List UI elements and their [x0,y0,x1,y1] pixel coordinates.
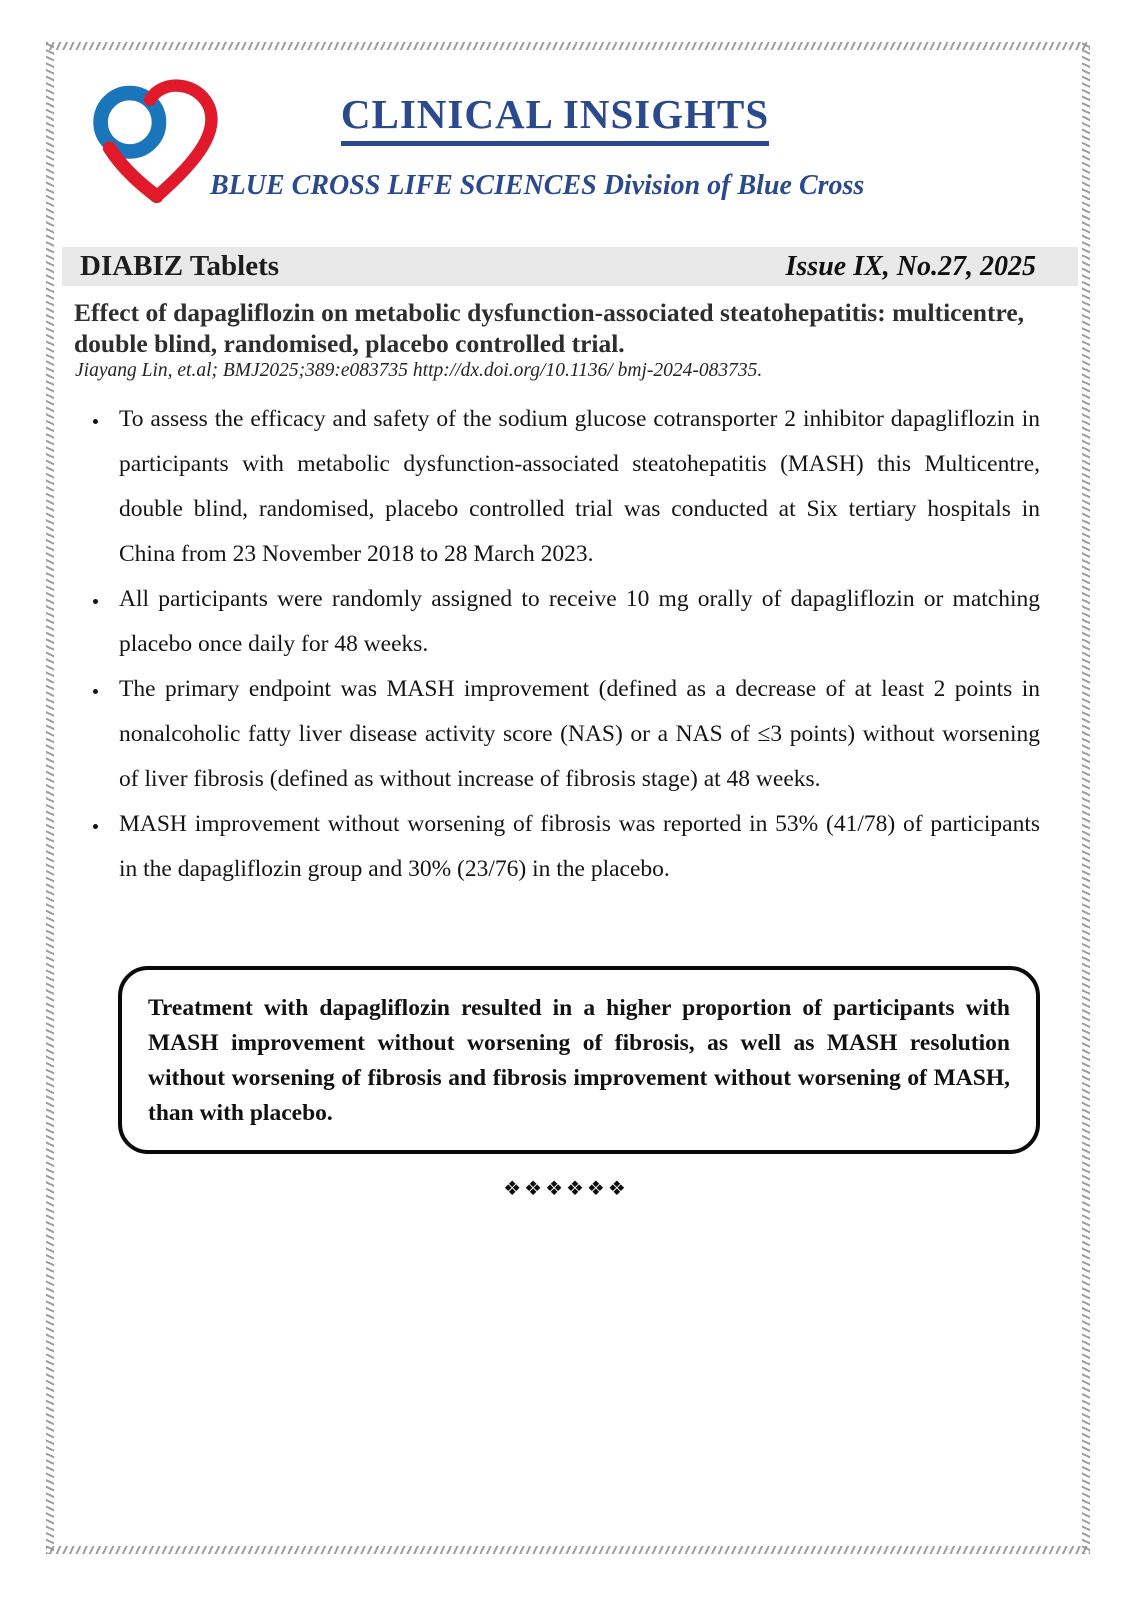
newsletter-title-text: CLINICAL INSIGHTS [341,90,769,146]
decorative-border-right [1082,42,1090,1554]
newsletter-title [0,90,1110,146]
diamond-divider: ❖❖❖❖❖❖ [503,1176,629,1200]
issue-bar [62,247,1078,286]
decorative-border-left [46,42,54,1554]
newsletter-subtitle: BLUE CROSS LIFE SCIENCES Division of Blue Cross [210,170,865,201]
bullet-item: • All participants were randomly assigned to receive 10 mg orally of dapagliflozin or matching placebo once daily for 48 weeks. [110,577,1040,667]
decorative-border-bottom [46,1546,1090,1554]
decorative-border-top [46,42,1090,50]
bullet-item: • To assess the efficacy and safety of the sodium glucose cotransporter 2 inhibitor dapagliflozin in participants with metabolic dysfunction-associated steatohepatitis (MASH) this Multicentre, double blind, randomised, placebo controlled trial was conducted at Six tertiary hospitals in China from 23 November 2018 to 28 March 2023. [110,397,1040,577]
article-title: Effect of dapagliflozin on metabolic dysfunction-associated steatohepatitis: multicentre, double blind, randomised, placebo controlled trial. [74,298,1025,358]
article-bullet-list [84,397,1040,892]
article-citation: Jiayang Lin, et.al; BMJ2025;389:e083735 http://dx.doi.org/10.1136/ bmj-2024-083735. [75,360,763,381]
conclusion-box: Treatment with dapagliflozin resulted in a higher proportion of participants with MASH improvement without worsening of fibrosis, as well as MASH resolution without worsening of fibrosis and fibrosis improvement without worsening of MASH, than with placebo. [118,966,1040,1154]
bullet-item: • The primary endpoint was MASH improvement (defined as a decrease of at least 2 points in nonalcoholic fatty liver disease activity score (NAS) or a NAS of ≤3 points) without worsening of liver fibrosis (defined as without increase of fibrosis stage) at 48 weeks. [110,667,1040,802]
issue-number: Issue IX, No.27, 2025 [785,250,1036,282]
product-name: DIABIZ Tablets [80,250,280,282]
bullet-item: • MASH improvement without worsening of fibrosis was reported in 53% (41/78) of participants in the dapagliflozin group and 30% (23/76) in the placebo. [110,802,1040,892]
